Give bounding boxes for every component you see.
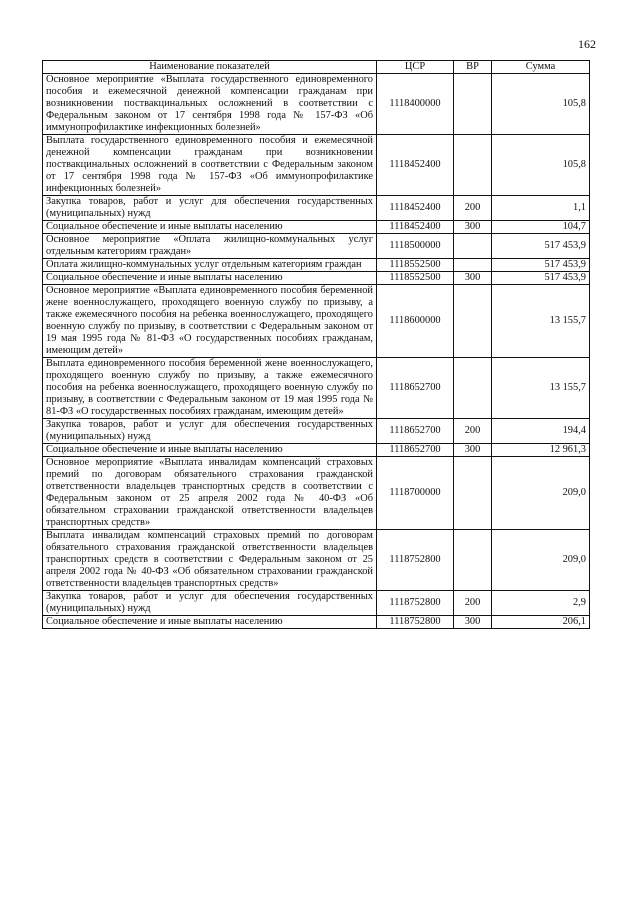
row-sum: 2,9	[492, 591, 590, 616]
row-name: Социальное обеспечение и иные выплаты населению	[43, 616, 377, 629]
row-vr: 200	[454, 196, 492, 221]
page-number: 162	[578, 37, 596, 51]
table-header	[43, 61, 590, 74]
table-row	[43, 616, 590, 629]
row-sum: 104,7	[492, 221, 590, 234]
header-vr: ВР	[454, 61, 492, 74]
header-name: Наименование показателей	[43, 61, 377, 74]
row-name: Социальное обеспечение и иные выплаты населению	[43, 221, 377, 234]
table-row	[43, 74, 590, 135]
row-name: Основное мероприятие «Выплата единовременного пособия беременной жене военнослужащего, проходящего военную службу по призыву, а также ежемесячного пособия на ребенка военнослужащего, проходящего военную службу по призыву, в соответствии с Федеральным законом от 19 мая 1995 года № 81-ФЗ «О государственных пособиях гражданам, имеющим детей»	[43, 285, 377, 358]
row-csr: 1118452400	[377, 196, 454, 221]
row-csr: 1118452400	[377, 135, 454, 196]
row-vr	[454, 530, 492, 591]
row-sum: 13 155,7	[492, 358, 590, 419]
row-sum: 517 453,9	[492, 272, 590, 285]
table-row	[43, 457, 590, 530]
table-row	[43, 272, 590, 285]
row-sum: 13 155,7	[492, 285, 590, 358]
row-csr: 1118652700	[377, 419, 454, 444]
row-csr: 1118400000	[377, 74, 454, 135]
row-vr	[454, 135, 492, 196]
header-row	[43, 61, 590, 74]
row-name: Оплата жилищно-коммунальных услуг отдельным категориям граждан	[43, 259, 377, 272]
table-row	[43, 221, 590, 234]
row-vr: 300	[454, 221, 492, 234]
row-csr: 1118752800	[377, 530, 454, 591]
row-csr: 1118652700	[377, 358, 454, 419]
row-csr: 1118752800	[377, 591, 454, 616]
row-vr: 300	[454, 272, 492, 285]
row-sum: 209,0	[492, 457, 590, 530]
row-vr	[454, 74, 492, 135]
row-csr: 1118652700	[377, 444, 454, 457]
row-sum: 105,8	[492, 135, 590, 196]
row-vr: 200	[454, 591, 492, 616]
row-csr: 1118700000	[377, 457, 454, 530]
row-vr	[454, 259, 492, 272]
table-row	[43, 196, 590, 221]
row-vr: 300	[454, 616, 492, 629]
budget-table	[42, 60, 590, 629]
row-sum: 206,1	[492, 616, 590, 629]
row-name: Закупка товаров, работ и услуг для обеспечения государственных (муниципальных) нужд	[43, 196, 377, 221]
table-row	[43, 285, 590, 358]
table-row	[43, 591, 590, 616]
header-csr: ЦСР	[377, 61, 454, 74]
row-sum: 517 453,9	[492, 234, 590, 259]
row-sum: 105,8	[492, 74, 590, 135]
row-csr: 1118600000	[377, 285, 454, 358]
row-sum: 1,1	[492, 196, 590, 221]
table-body	[43, 74, 590, 629]
row-sum: 209,0	[492, 530, 590, 591]
table-row	[43, 234, 590, 259]
row-name: Основное мероприятие «Оплата жилищно-коммунальных услуг отдельным категориям граждан»	[43, 234, 377, 259]
row-csr: 1118552500	[377, 272, 454, 285]
row-vr: 200	[454, 419, 492, 444]
table-row	[43, 358, 590, 419]
row-vr: 300	[454, 444, 492, 457]
row-csr: 1118752800	[377, 616, 454, 629]
row-sum: 517 453,9	[492, 259, 590, 272]
row-name: Социальное обеспечение и иные выплаты населению	[43, 272, 377, 285]
table-row	[43, 135, 590, 196]
row-name: Основное мероприятие «Выплата государственного единовременного пособия и ежемесячной денежной компенсации гражданам при возникновении поствакцинальных осложнений в соответствии с Федеральным законом от 17 сентября 1998 года № 157-ФЗ «Об иммунопрофилактике инфекционных болезней»	[43, 74, 377, 135]
row-name: Выплата инвалидам компенсаций страховых премий по договорам обязательного страхования гражданской ответственности владельцев транспортных средств в соответствии с Федеральным законом от 25 апреля 2002 года № 40-ФЗ «Об обязательном страховании гражданской ответственности владельцев транспортных средств»	[43, 530, 377, 591]
row-name: Основное мероприятие «Выплата инвалидам компенсаций страховых премий по договорам обязательного страхования гражданской ответственности владельцев транспортных средств в соответствии с Федеральным законом от 25 апреля 2002 года № 40-ФЗ «Об обязательном страховании гражданской ответственности владельцев транспортных средств»	[43, 457, 377, 530]
row-csr: 1118452400	[377, 221, 454, 234]
row-name: Закупка товаров, работ и услуг для обеспечения государственных (муниципальных) нужд	[43, 419, 377, 444]
row-name: Выплата единовременного пособия беременной жене военнослужащего, проходящего военную службу по призыву, а также ежемесячного пособия на ребенка военнослужащего, проходящего военную службу по призыву, в соответствии с Федеральным законом от 19 мая 1995 года № 81-ФЗ «О государственных пособиях гражданам, имеющим детей»	[43, 358, 377, 419]
row-csr: 1118552500	[377, 259, 454, 272]
row-vr	[454, 234, 492, 259]
row-vr	[454, 358, 492, 419]
row-name: Социальное обеспечение и иные выплаты населению	[43, 444, 377, 457]
row-csr: 1118500000	[377, 234, 454, 259]
row-name: Выплата государственного единовременного пособия и ежемесячной денежной компенсации гражданам при возникновении поствакцинальных осложнений в соответствии с Федеральным законом от 17 сентября 1998 года № 157-ФЗ «Об иммунопрофилактике инфекционных болезней»	[43, 135, 377, 196]
table-row	[43, 444, 590, 457]
row-vr	[454, 457, 492, 530]
row-name: Закупка товаров, работ и услуг для обеспечения государственных (муниципальных) нужд	[43, 591, 377, 616]
table-row	[43, 259, 590, 272]
row-sum: 12 961,3	[492, 444, 590, 457]
header-sum: Сумма	[492, 61, 590, 74]
row-sum: 194,4	[492, 419, 590, 444]
table-row	[43, 530, 590, 591]
table-row	[43, 419, 590, 444]
row-vr	[454, 285, 492, 358]
